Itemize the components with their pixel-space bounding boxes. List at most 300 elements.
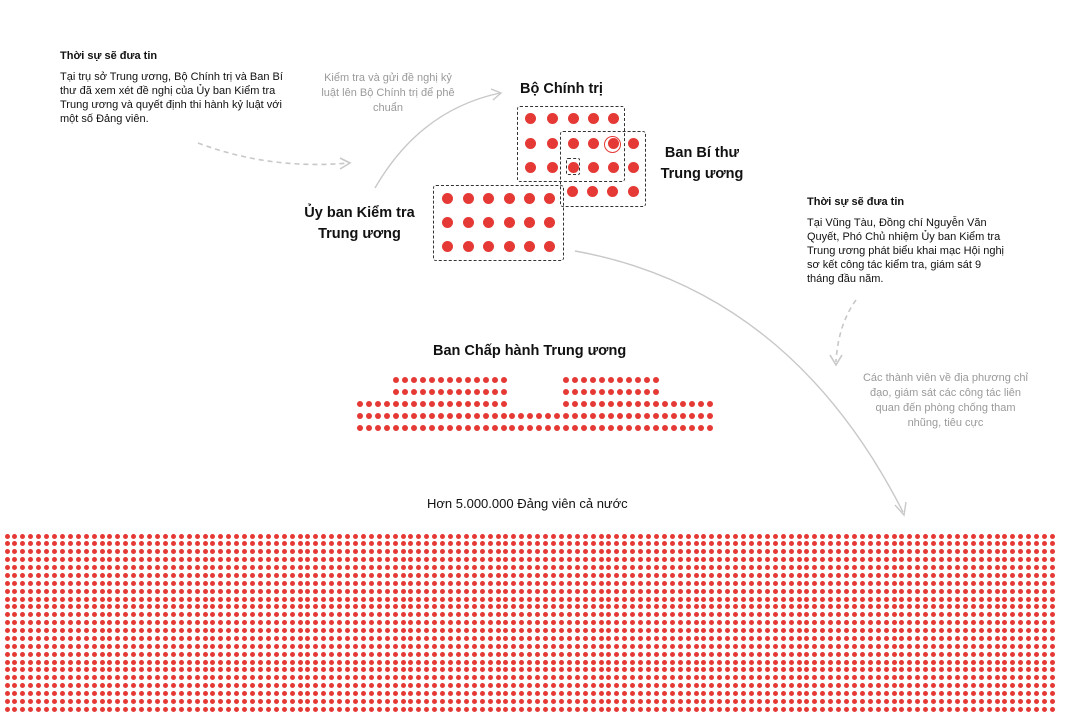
member-dot [979,557,984,562]
member-dot [765,660,770,665]
member-dot [401,597,406,602]
member-dot [139,644,144,649]
member-dot [298,707,303,712]
member-dot [749,699,754,704]
member-dot [686,675,691,680]
member-dot [84,620,89,625]
member-dot [393,675,398,680]
member-dot [242,636,247,641]
member-dot [575,581,580,586]
member-dot [258,589,263,594]
member-dot [298,541,303,546]
member-dot [488,652,493,657]
member-dot [947,636,952,641]
member-dot [670,699,675,704]
member-dot [749,707,754,712]
member-dot [147,573,152,578]
member-dot [733,644,738,649]
member-dot [757,691,762,696]
member-dot [456,565,461,570]
member-dot [28,652,33,657]
member-dot [773,707,778,712]
member-dot [947,660,952,665]
member-dot [84,707,89,712]
member-dot [686,597,691,602]
member-dot [5,534,10,539]
member-dot [860,565,865,570]
member-dot [92,683,97,688]
member-dot [480,581,485,586]
member-dot [226,534,231,539]
member-dot [987,636,992,641]
member-dot [915,589,920,594]
member-dot [448,597,453,602]
member-dot [535,652,540,657]
member-dot [630,652,635,657]
member-dot [179,597,184,602]
member-dot [298,683,303,688]
member-dot [694,620,699,625]
member-dot [860,628,865,633]
member-dot [987,534,992,539]
member-dot [876,589,881,594]
member-dot [321,597,326,602]
member-dot [369,581,374,586]
member-dot [402,377,408,383]
member-dot [155,660,160,665]
member-dot [599,660,604,665]
member-dot [694,707,699,712]
member-dot [812,597,817,602]
member-dot [385,581,390,586]
member-dot [501,413,507,419]
member-dot [725,660,730,665]
member-dot [465,377,471,383]
member-dot [385,620,390,625]
member-dot [686,589,691,594]
member-dot [76,652,81,657]
member-dot [488,628,493,633]
member-dot [377,628,382,633]
member-dot [1034,534,1039,539]
member-dot [971,557,976,562]
member-dot [773,652,778,657]
member-dot [195,683,200,688]
member-dot [187,589,192,594]
member-dot [274,636,279,641]
member-dot [979,565,984,570]
member-dot [567,660,572,665]
member-dot [678,707,683,712]
member-dot [852,628,857,633]
member-dot [298,691,303,696]
member-dot [511,597,516,602]
member-dot [456,707,461,712]
member-dot [329,581,334,586]
member-dot [844,644,849,649]
member-dot [797,549,802,554]
member-dot [567,573,572,578]
member-dot [1050,652,1055,657]
member-dot [892,541,897,546]
member-dot [820,589,825,594]
member-dot [689,413,695,419]
member-dot [492,401,498,407]
member-dot [488,636,493,641]
member-dot [844,534,849,539]
member-dot [820,660,825,665]
member-dot [559,660,564,665]
member-dot [567,707,572,712]
arrow-caption-top: Kiểm tra và gửi đề nghị kỷ luật lên Bộ Chính trị để phê chuẩn [321,72,455,114]
member-dot [5,549,10,554]
member-dot [84,699,89,704]
member-dot [638,589,643,594]
member-dot [448,699,453,704]
member-dot [429,425,435,431]
member-dot [836,644,841,649]
member-dot [963,652,968,657]
member-dot [171,589,176,594]
member-dot [892,597,897,602]
member-dot [789,573,794,578]
member-dot [266,644,271,649]
member-dot [139,707,144,712]
member-dot [242,581,247,586]
member-dot [131,534,136,539]
member-dot [773,628,778,633]
member-dot [438,401,444,407]
member-dot [575,589,580,594]
member-dot [884,557,889,562]
member-dot [472,707,477,712]
member-dot [440,652,445,657]
member-dot [694,581,699,586]
member-dot [100,652,105,657]
member-dot [644,377,650,383]
member-dot [689,401,695,407]
member-dot [68,699,73,704]
member-dot [282,652,287,657]
member-dot [797,628,802,633]
member-dot [179,628,184,633]
member-dot [337,589,342,594]
member-dot [474,425,480,431]
member-dot [402,425,408,431]
member-dot [401,636,406,641]
member-dot [694,549,699,554]
member-dot [725,589,730,594]
member-dot [789,620,794,625]
member-dot [638,652,643,657]
member-dot [321,660,326,665]
member-dot [654,589,659,594]
member-dot [480,549,485,554]
member-dot [155,707,160,712]
member-dot [393,620,398,625]
member-dot [12,534,17,539]
member-dot [5,573,10,578]
member-dot [84,636,89,641]
member-dot [567,636,572,641]
member-dot [852,565,857,570]
member-dot [44,660,49,665]
member-dot [707,401,713,407]
member-dot [456,534,461,539]
member-dot [84,534,89,539]
member-dot [773,557,778,562]
member-dot [852,691,857,696]
member-dot [583,581,588,586]
member-dot [955,644,960,649]
member-dot [266,628,271,633]
member-dot [535,573,540,578]
member-dot [971,581,976,586]
member-dot [163,660,168,665]
member-dot [282,620,287,625]
member-dot [757,660,762,665]
member-dot [36,597,41,602]
member-dot [401,683,406,688]
member-dot [501,425,507,431]
member-dot [844,660,849,665]
member-dot [591,636,596,641]
member-dot [234,597,239,602]
member-dot [377,557,382,562]
member-dot [686,581,691,586]
member-dot [488,707,493,712]
member-dot [187,652,192,657]
member-dot [765,707,770,712]
member-dot [812,660,817,665]
member-dot [680,425,686,431]
member-dot [654,597,659,602]
member-dot [456,573,461,578]
member-dot [987,565,992,570]
member-dot [591,675,596,680]
member-dot [179,683,184,688]
member-dot [599,675,604,680]
member-dot [884,652,889,657]
member-dot [195,589,200,594]
highlighted-member-box [566,158,580,175]
member-dot [226,589,231,594]
member-dot [519,534,524,539]
member-dot [401,699,406,704]
member-dot [1050,707,1055,712]
member-dot [448,573,453,578]
member-dot [195,620,200,625]
member-dot [483,389,489,395]
member-dot [591,549,596,554]
member-dot [614,534,619,539]
member-dot [123,660,128,665]
member-dot [868,628,873,633]
member-dot [385,628,390,633]
member-dot [1050,660,1055,665]
member-dot [995,683,1000,688]
member-dot [203,604,208,609]
member-dot [606,534,611,539]
member-dot [1050,581,1055,586]
member-dot [448,652,453,657]
member-dot [915,597,920,602]
member-dot [226,652,231,657]
member-dot [955,628,960,633]
member-dot [670,683,675,688]
member-dot [955,597,960,602]
member-dot [274,683,279,688]
member-dot [599,534,604,539]
member-dot [492,377,498,383]
member-dot [1026,644,1031,649]
member-dot [5,691,10,696]
member-dot [337,707,342,712]
member-dot [357,401,363,407]
member-dot [274,707,279,712]
member-dot [282,565,287,570]
member-dot [963,644,968,649]
member-dot [876,644,881,649]
member-dot [258,628,263,633]
member-dot [92,628,97,633]
member-dot [963,565,968,570]
member-dot [298,620,303,625]
member-dot [535,534,540,539]
member-dot [163,581,168,586]
member-dot [765,644,770,649]
member-dot [5,636,10,641]
member-dot [852,597,857,602]
member-dot [123,534,128,539]
member-dot [947,644,952,649]
member-dot [440,707,445,712]
member-dot [670,589,675,594]
member-dot [456,389,462,395]
member-dot [773,573,778,578]
member-dot [92,636,97,641]
member-dot [401,707,406,712]
member-dot [1042,565,1047,570]
member-dot [480,691,485,696]
member-dot [464,534,469,539]
member-dot [892,636,897,641]
member-dot [741,699,746,704]
member-dot [456,425,462,431]
member-dot [694,636,699,641]
member-dot [671,413,677,419]
member-dot [447,413,453,419]
member-dot [345,581,350,586]
member-dot [377,620,382,625]
member-dot [638,636,643,641]
member-dot [337,573,342,578]
member-dot [298,581,303,586]
member-dot [100,549,105,554]
member-dot [543,699,548,704]
member-dot [266,565,271,570]
member-dot [527,589,532,594]
member-dot [765,589,770,594]
member-dot [1034,597,1039,602]
member-dot [100,683,105,688]
member-dot [401,675,406,680]
member-dot [226,660,231,665]
member-dot [5,620,10,625]
member-dot [567,589,572,594]
member-dot [282,660,287,665]
member-dot [203,683,208,688]
member-dot [448,636,453,641]
member-dot [420,413,426,419]
member-dot [1034,636,1039,641]
member-dot [361,589,366,594]
member-dot [662,425,668,431]
member-dot [298,597,303,602]
member-dot [464,573,469,578]
member-dot [28,597,33,602]
member-dot [242,573,247,578]
member-dot [591,620,596,625]
member-dot [68,660,73,665]
member-dot [868,589,873,594]
member-dot [76,534,81,539]
member-dot [84,652,89,657]
member-dot [155,589,160,594]
member-dot [662,565,667,570]
member-dot [1050,644,1055,649]
member-dot [496,565,501,570]
member-dot [171,581,176,586]
member-dot [385,589,390,594]
member-dot [92,620,97,625]
member-dot [591,628,596,633]
member-dot [836,573,841,578]
member-dot [884,565,889,570]
member-dot [971,628,976,633]
member-dot [290,557,295,562]
member-dot [644,413,650,419]
member-dot [203,636,208,641]
member-dot [496,707,501,712]
member-dot [575,628,580,633]
member-dot [844,652,849,657]
member-dot [995,620,1000,625]
member-dot [195,699,200,704]
member-dot [1050,589,1055,594]
member-dot [298,565,303,570]
member-dot [440,597,445,602]
member-dot [474,401,480,407]
member-dot [361,597,366,602]
member-dot [408,534,413,539]
member-dot [345,652,350,657]
member-dot [250,597,255,602]
member-dot [884,620,889,625]
member-dot [622,534,627,539]
member-dot [448,534,453,539]
member-dot [361,557,366,562]
member-dot [203,707,208,712]
member-dot [567,534,572,539]
member-dot [599,541,604,546]
member-dot [599,683,604,688]
member-dot [401,620,406,625]
member-dot [139,597,144,602]
member-dot [741,573,746,578]
member-dot [654,534,659,539]
member-dot [860,644,865,649]
